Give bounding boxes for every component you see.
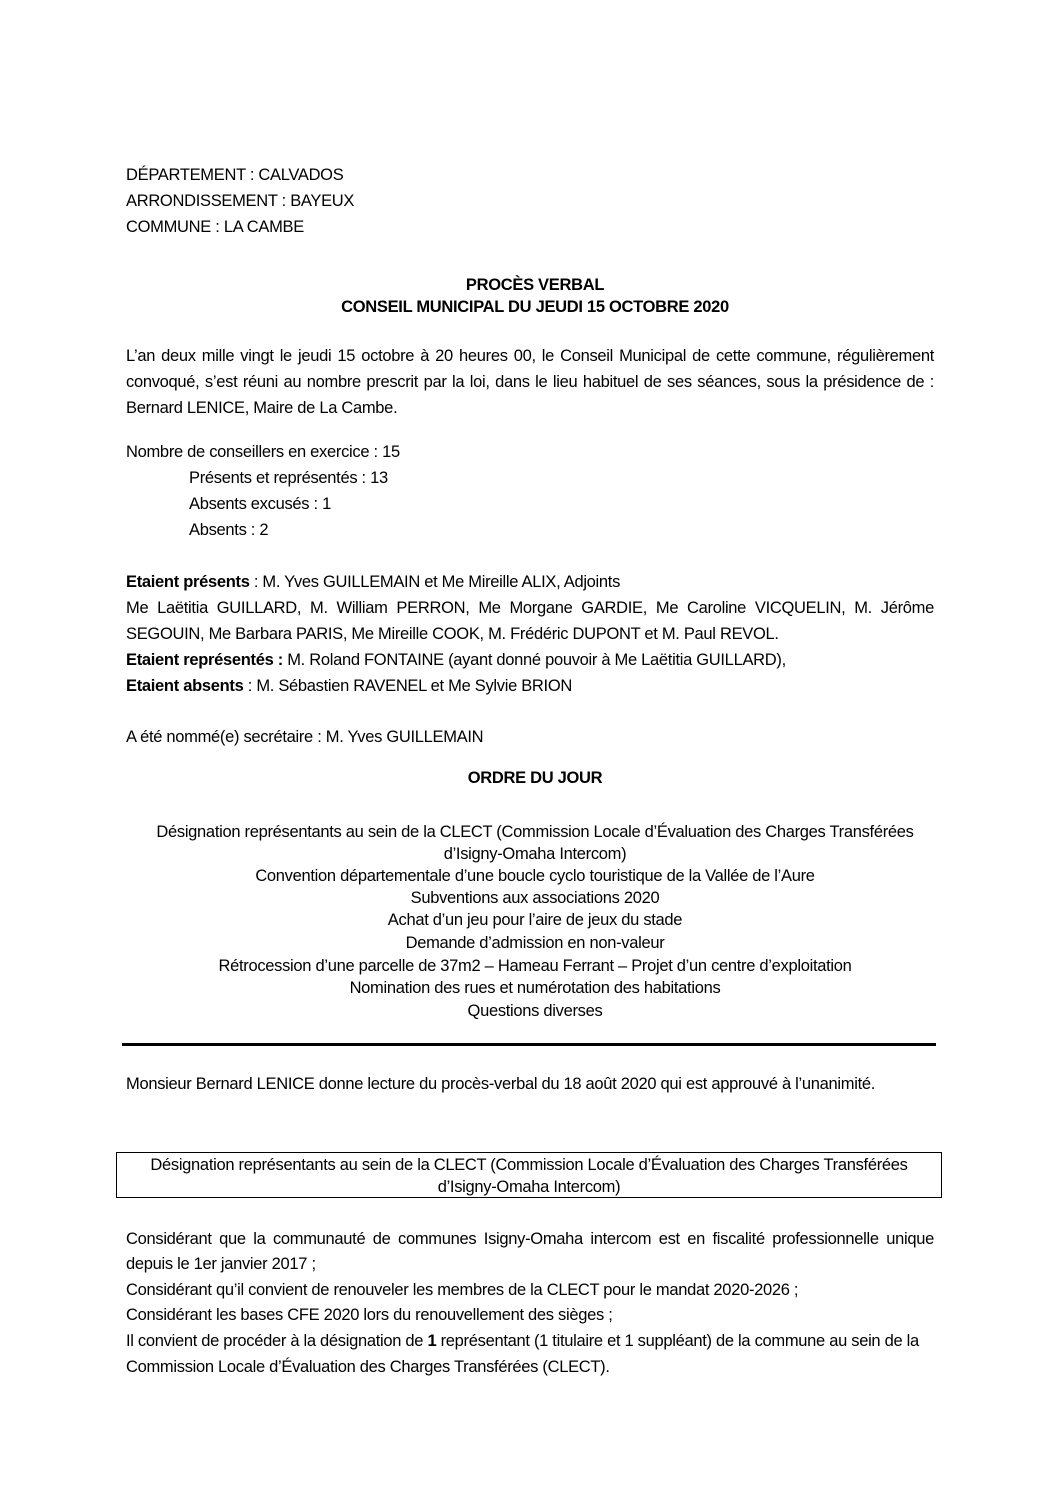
arrondissement-line: ARRONDISSEMENT : BAYEUX (126, 192, 355, 210)
absent-text: : M. Sébastien RAVENEL et Me Sylvie BRION (243, 677, 572, 695)
represented-label: Etaient représentés : (126, 651, 283, 669)
agenda-item: Demande d’admission en non-valeur (405, 934, 665, 952)
section-title-line-1: Désignation représentants au sein de la CLECT (Commission Locale d’Évaluation des Charges Transférées (150, 1156, 908, 1174)
section-title-box (116, 1152, 942, 1198)
absent-label: Etaient absents (126, 677, 244, 695)
secretary-line: A été nommé(e) secrétaire : M. Yves GUILLEMAIN (126, 728, 484, 746)
count-excused: Absents excusés : 1 (189, 495, 331, 513)
intro-line-1: L’an deux mille vingt le jeudi 15 octobre à 20 heures 00, le Conseil Municipal de cette commune, régulièrement (126, 347, 934, 365)
intro-line-3: Bernard LENICE, Maire de La Cambe. (126, 399, 398, 417)
consideration-3: Considérant les bases CFE 2020 lors du renouvellement des sièges ; (126, 1306, 613, 1324)
agenda-item: Nomination des rues et numérotation des habitations (349, 979, 721, 997)
count-absent: Absents : 2 (189, 521, 269, 539)
represented-members (126, 650, 786, 670)
agenda-item: Désignation représentants au sein de la CLECT (Commission Locale d’Évaluation des Charges Transférées (156, 823, 914, 841)
agenda-item: Convention départementale d’une boucle cyclo touristique de la Vallée de l’Aure (255, 867, 815, 885)
present-members-line-1 (126, 572, 620, 592)
document-title: PROCÈS VERBAL (465, 276, 605, 294)
agenda-heading: ORDRE DU JOUR (467, 769, 603, 787)
section-divider (122, 1043, 936, 1046)
consideration-4-line-2: Commission Locale d’Évaluation des Charges Transférées (CLECT). (126, 1358, 610, 1376)
consideration-4-line-1 (126, 1331, 919, 1351)
consideration-4-text: Il convient de procéder à la désignation de (126, 1332, 428, 1350)
section-title-line-2: d’Isigny-Omaha Intercom) (437, 1178, 621, 1196)
consideration-1-line-1: Considérant que la communauté de communes Isigny-Omaha intercom est en fiscalité professionnelle unique (126, 1230, 934, 1248)
present-label: Etaient présents (126, 573, 250, 591)
intro-line-2: convoqué, s’est réuni au nombre prescrit par la loi, dans le lieu habituel de ses séances, sous la présidence de : (126, 373, 934, 391)
approval-statement: Monsieur Bernard LENICE donne lecture du procès-verbal du 18 août 2020 qui est approuvé à l’unanimité. (126, 1075, 876, 1093)
agenda-item: d’Isigny-Omaha Intercom) (443, 845, 627, 863)
represented-text: M. Roland FONTAINE (ayant donné pouvoir à Me Laëtitia GUILLARD), (282, 651, 786, 669)
count-in-office: Nombre de conseillers en exercice : 15 (126, 443, 400, 461)
agenda-item: Rétrocession d’une parcelle de 37m2 – Hameau Ferrant – Projet d’un centre d’exploitation (218, 957, 852, 975)
present-adjoints: : M. Yves GUILLEMAIN et Me Mireille ALIX, Adjoints (249, 573, 621, 591)
present-members-line-3: SEGOUIN, Me Barbara PARIS, Me Mireille COOK, M. Frédéric DUPONT et M. Paul REVOL. (126, 625, 779, 643)
consideration-2: Considérant qu’il convient de renouveler les membres de la CLECT pour le mandat 2020-2026 ; (126, 1281, 799, 1299)
departement-line: DÉPARTEMENT : CALVADOS (126, 166, 344, 184)
absent-members (126, 676, 572, 696)
commune-line: COMMUNE : LA CAMBE (126, 218, 304, 236)
agenda-item: Achat d’un jeu pour l’aire de jeux du stade (387, 911, 683, 929)
consideration-1-line-2: depuis le 1er janvier 2017 ; (126, 1255, 316, 1273)
consideration-4-text-end: représentant (1 titulaire et 1 suppléant) de la commune au sein de la (436, 1332, 919, 1350)
agenda-item: Questions diverses (467, 1002, 603, 1020)
representative-count: 1 (427, 1332, 437, 1350)
count-present: Présents et représentés : 13 (189, 469, 388, 487)
document-subtitle: CONSEIL MUNICIPAL DU JEUDI 15 OCTOBRE 2020 (341, 298, 729, 316)
present-members-line-2: Me Laëtitia GUILLARD, M. William PERRON, Me Morgane GARDIE, Me Caroline VICQUELIN, M. Jérôme (126, 599, 934, 617)
agenda-item: Subventions aux associations 2020 (410, 889, 660, 907)
